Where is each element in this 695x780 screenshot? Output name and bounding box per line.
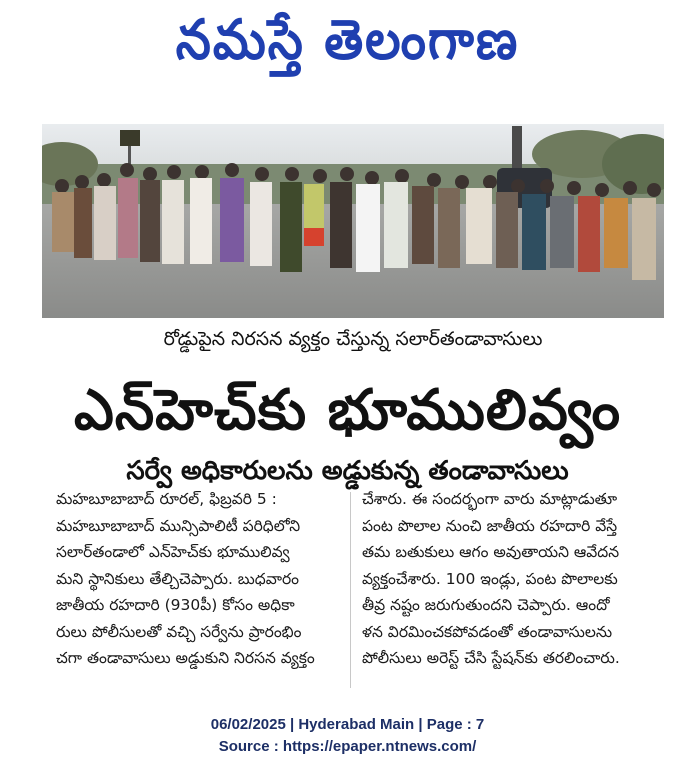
photo-caption: రోడ్డుపైన నిరసన వ్యక్తం చేస్తున్న సలార్‌తండావాసులు [163,328,543,350]
text-line: రులు పోలీసులతో వచ్చి సర్వేను ప్రారంభిం [56,622,302,641]
text-line: పోలీసులు అరెస్ట్ చేసి స్టేషన్‌కు తరలించారు. [362,649,620,667]
protest-photo-illustration [42,124,664,318]
text-line: వ్యక్తంచేశారు. 100 ఇండ్లు, పంట పొలాలకు [362,569,618,588]
article-subheadline: సర్వే అధికారులను అడ్డుకున్న తండావాసులు [126,456,569,486]
text-line: మహబూబాబాద్ రూరల్, ఫిబ్రవరి 5 : [56,490,277,508]
text-line: మని స్థానికులు తేల్చిచెప్పారు. బుధవారం [56,569,300,588]
article-left-column [56,486,356,672]
text-line: చేశారు. ఈ సందర్భంగా వారు మాట్లాడుతూ [362,490,618,508]
text-line: మహబూబాబాద్ మున్సిపాలిటీ పరిధిలోని [56,516,301,535]
text-line: జాతీయ రహదారి (930పీ) కోసం అధికా [56,596,295,614]
source-footer [0,714,695,758]
text-line: సలార్‌తండాలో ఎన్‌హెచ్‌కు భూములివ్వ [56,543,290,561]
text-line: ళన విరమించకపోవడంతో తండావాసులను [362,622,613,641]
text-line: చగా తండావాసులు అడ్డుకుని నిరసన వ్యక్తం [56,649,315,667]
article-headline: ఎన్‌హెచ్‌కు భూములివ్వం [74,378,621,443]
column-divider [350,492,351,688]
text-line: తీవ్ర నష్టం జరుగుతుందని చెప్పారు. ఆందో [362,596,610,614]
text-line: పంట పొలాల నుంచి జాతీయ రహదారి వేస్తే [362,516,618,535]
news-photo [42,124,664,318]
source-link[interactable]: Source : https://epaper.ntnews.com/ [218,738,477,755]
edition-info: 06/02/2025 | Hyderabad Main | Page : 7 [210,716,485,733]
text-line: తమ బతుకులు ఆగం అవుతాయని ఆవేదన [362,543,620,561]
newspaper-masthead: నమస్తే తెలంగాణ [175,8,520,72]
article-right-column [362,486,666,672]
